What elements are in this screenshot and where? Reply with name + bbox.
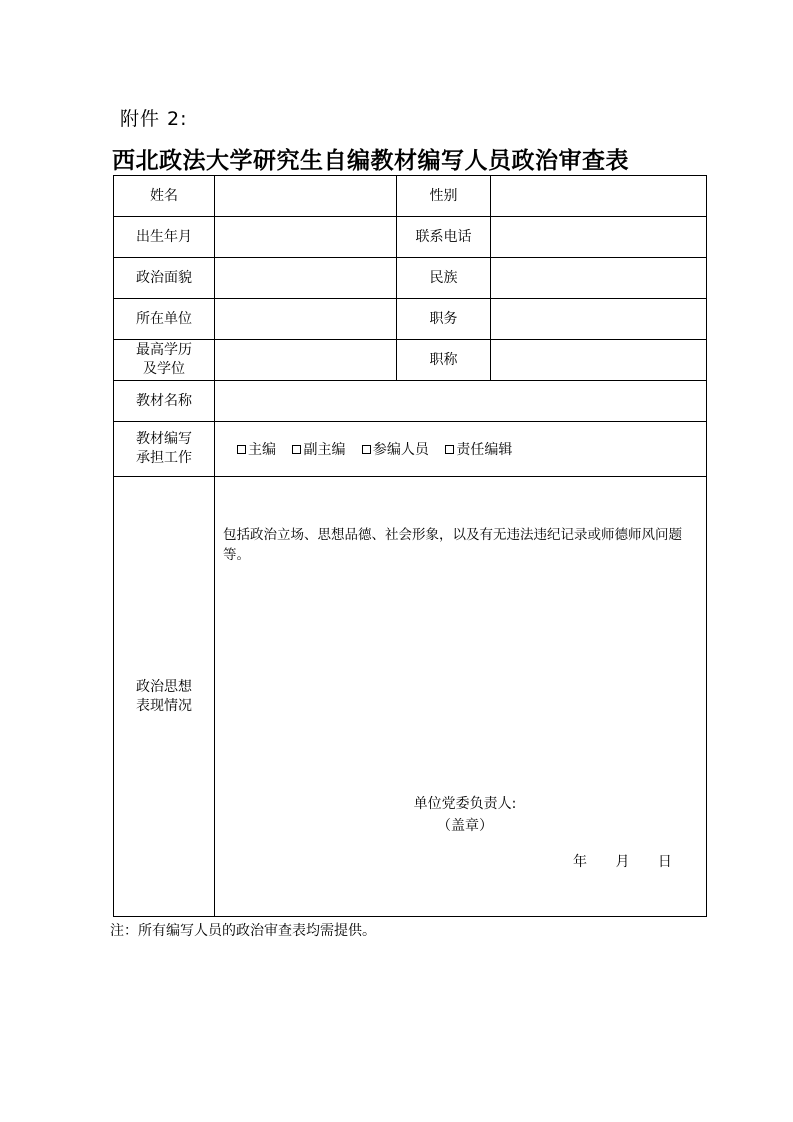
row-ideology [114, 477, 707, 917]
political-label: 政治面貌 [114, 258, 215, 299]
form-title: 西北政法大学研究生自编教材编写人员政治审查表 [112, 147, 629, 174]
role-option-chief-editor[interactable] [237, 439, 276, 459]
seal-label: （盖章） [437, 818, 493, 834]
checkbox[interactable] [237, 445, 246, 454]
ethnicity-field[interactable] [491, 258, 707, 299]
position-field[interactable] [491, 299, 707, 340]
ideology-label-line1: 政治思想 [136, 678, 192, 695]
role-label-line2: 承担工作 [136, 450, 192, 466]
role-label-line1: 教材编写 [136, 431, 192, 447]
row-textbook [114, 381, 707, 422]
date-month: 月 [615, 854, 630, 870]
phone-field[interactable] [491, 217, 707, 258]
row-role [114, 422, 707, 477]
birth-field[interactable] [215, 217, 397, 258]
signer-label: 单位党委负责人: [413, 796, 517, 812]
ideology-description: 包括政治立场、思想品德、社会形象，以及有无违法违纪记录或师德师风问题等。 [223, 527, 682, 563]
gender-field[interactable] [491, 176, 707, 217]
role-option-contributor[interactable] [362, 439, 429, 459]
title-label: 职称 [397, 340, 491, 381]
role-option-label: 主编 [248, 442, 276, 458]
ethnicity-label: 民族 [397, 258, 491, 299]
unit-field[interactable] [215, 299, 397, 340]
checkbox[interactable] [292, 445, 301, 454]
textbook-label: 教材名称 [114, 381, 215, 422]
role-option-label: 参编人员 [372, 442, 429, 458]
textbook-field[interactable] [215, 381, 707, 422]
degree-field[interactable] [215, 340, 397, 381]
row-unit [114, 299, 707, 340]
row-political [114, 258, 707, 299]
review-form-table [113, 175, 707, 917]
role-option-label: 副主编 [303, 442, 346, 458]
row-name [114, 176, 707, 217]
title-field[interactable] [491, 340, 707, 381]
political-field[interactable] [215, 258, 397, 299]
attachment-label: 附件 2: [120, 108, 188, 130]
gender-label: 性别 [397, 176, 491, 217]
birth-label: 出生年月 [114, 217, 215, 258]
checkbox[interactable] [362, 445, 371, 454]
role-option-label: 责任编辑 [456, 442, 513, 458]
name-field[interactable] [215, 176, 397, 217]
name-label: 姓名 [114, 176, 215, 217]
ideology-field[interactable] [215, 477, 707, 917]
ideology-label [114, 477, 215, 917]
ideology-content [215, 477, 706, 916]
degree-label [114, 340, 215, 381]
row-birth [114, 217, 707, 258]
row-degree [114, 340, 707, 381]
footer-note: 注：所有编写人员的政治审查表均需提供。 [110, 923, 376, 939]
ideology-label-line2: 表现情况 [136, 697, 192, 714]
unit-label: 所在单位 [114, 299, 215, 340]
role-label [114, 422, 215, 477]
position-label: 职务 [397, 299, 491, 340]
date-line [573, 851, 696, 871]
signature-block [395, 793, 535, 837]
role-options [215, 422, 707, 477]
degree-label-line1: 最高学历 [136, 342, 192, 358]
date-day: 日 [657, 854, 672, 870]
checkbox[interactable] [445, 445, 454, 454]
role-option-responsible-editor[interactable] [445, 439, 512, 459]
phone-label: 联系电话 [397, 217, 491, 258]
role-option-deputy-editor[interactable] [292, 439, 345, 459]
date-year: 年 [573, 854, 587, 870]
degree-label-line2: 及学位 [143, 361, 185, 377]
